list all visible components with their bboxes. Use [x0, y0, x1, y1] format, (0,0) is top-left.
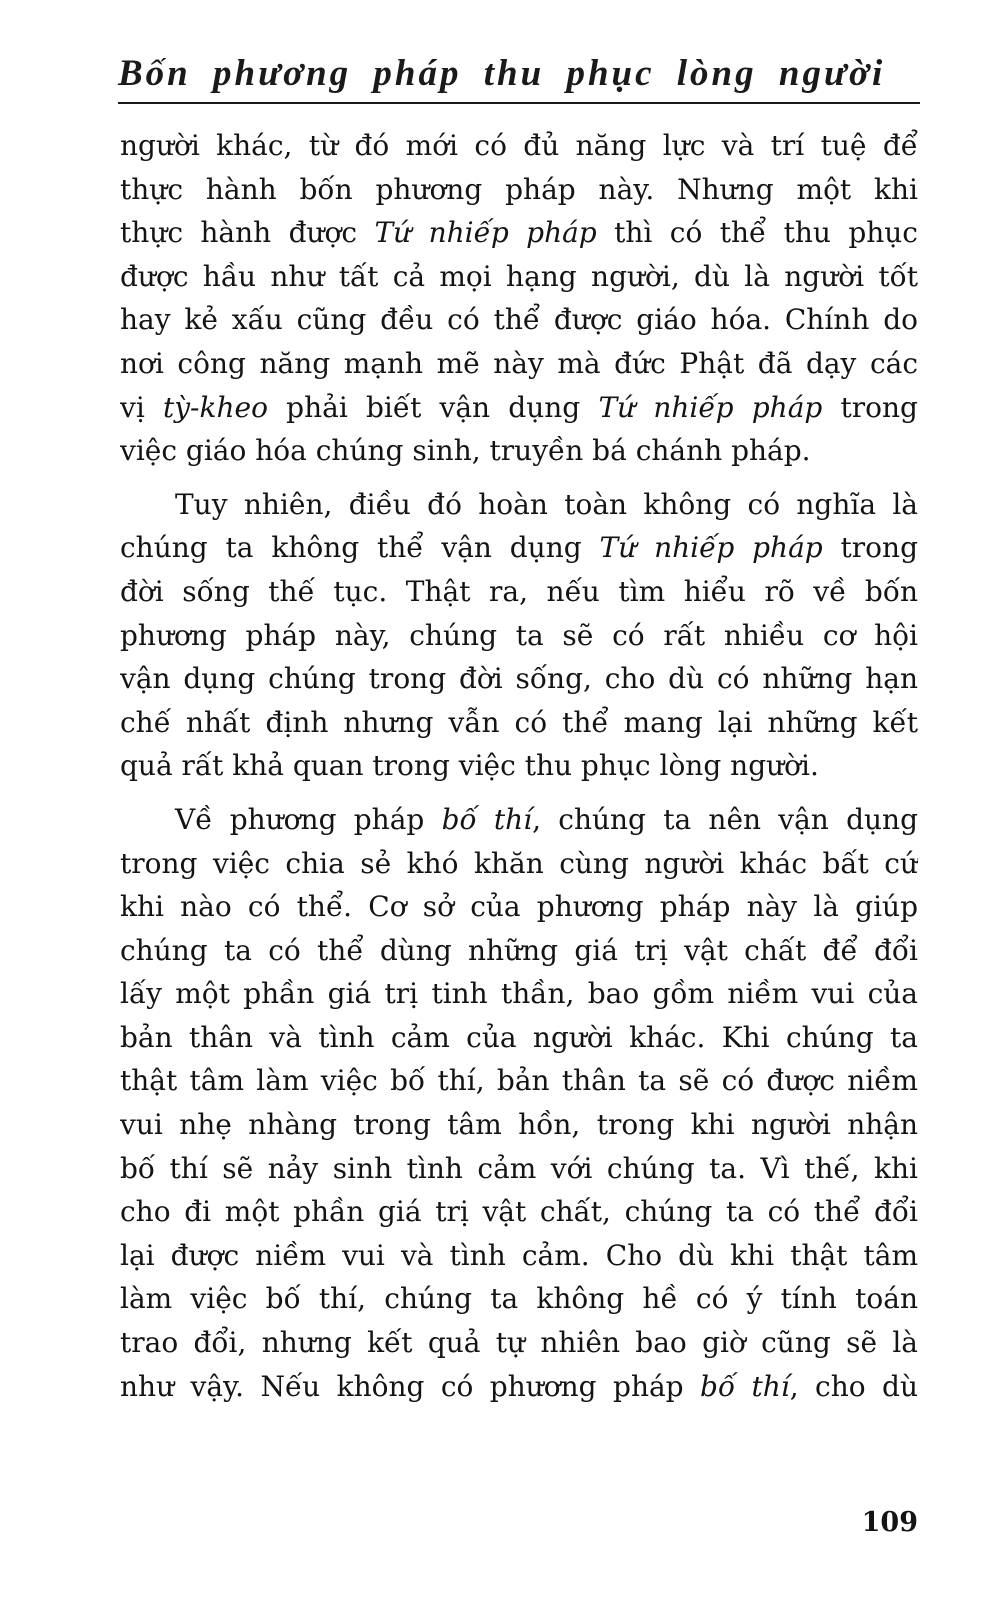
- text-line: được hầu như tất cả mọi hạng người, dù là người tốt: [120, 259, 918, 293]
- paragraph-1: [120, 124, 918, 473]
- text-line: như vậy. Nếu không có phương pháp bố thí, cho dù: [120, 1369, 918, 1403]
- text-line: vui nhẹ nhàng trong tâm hồn, trong khi người nhận: [120, 1108, 918, 1142]
- running-header: Bốn phương pháp thu phục lòng người: [118, 53, 886, 94]
- italic-term: bố thí: [441, 802, 533, 836]
- text-line: vị tỳ-kheo phải biết vận dụng Tứ nhiếp pháp trong: [120, 390, 918, 424]
- text-line: bố thí sẽ nảy sinh tình cảm với chúng ta. Vì thế, khi: [120, 1151, 918, 1185]
- text-line: cho đi một phần giá trị vật chất, chúng ta có thể đổi: [120, 1195, 918, 1229]
- italic-term: Tứ nhiếp pháp: [374, 216, 597, 250]
- text-line: phương pháp này, chúng ta sẽ có rất nhiều cơ hội: [120, 618, 918, 652]
- text-line: chúng ta không thể vận dụng Tứ nhiếp pháp trong: [120, 531, 918, 565]
- text-line: đời sống thế tục. Thật ra, nếu tìm hiểu rõ về bốn: [120, 574, 918, 608]
- text-line: vận dụng chúng trong đời sống, cho dù có những hạn: [120, 662, 918, 696]
- text-line: Về phương pháp bố thí, chúng ta nên vận dụng: [175, 802, 918, 836]
- text-line: khi nào có thể. Cơ sở của phương pháp này là giúp: [120, 890, 918, 924]
- text-line: lấy một phần giá trị tinh thần, bao gồm niềm vui của: [120, 977, 918, 1011]
- page-number: 109: [861, 1507, 918, 1538]
- text-line: hay kẻ xấu cũng đều có thể được giáo hóa. Chính do: [120, 303, 918, 337]
- text-line: thực hành được Tứ nhiếp pháp thì có thể thu phục: [120, 216, 918, 250]
- text-line: trao đổi, nhưng kết quả tự nhiên bao giờ cũng sẽ là: [120, 1326, 918, 1360]
- paragraph-2: [120, 483, 918, 788]
- italic-term: bố thí: [700, 1369, 790, 1403]
- text-line: làm việc bố thí, chúng ta không hề có ý tính toán: [120, 1282, 918, 1316]
- italic-term: tỳ-kheo: [162, 390, 268, 424]
- text-line: lại được niềm vui và tình cảm. Cho dù khi thật tâm: [120, 1238, 918, 1272]
- text-line: nơi công năng mạnh mẽ này mà đức Phật đã dạy các: [120, 346, 918, 380]
- text-line: quả rất khả quan trong việc thu phục lòng người.: [120, 749, 819, 783]
- paragraph-3: [120, 798, 918, 1408]
- text-line: trong việc chia sẻ khó khăn cùng người khác bất cứ: [120, 846, 918, 880]
- body-text: [120, 124, 918, 1408]
- text-line: thực hành bốn phương pháp này. Nhưng một khi: [120, 172, 918, 206]
- text-line: việc giáo hóa chúng sinh, truyền bá chánh pháp.: [120, 434, 811, 468]
- text-line: thật tâm làm việc bố thí, bản thân ta sẽ có được niềm: [120, 1064, 918, 1098]
- paragraph-gap: [120, 473, 918, 483]
- text-line: Tuy nhiên, điều đó hoàn toàn không có nghĩa là: [175, 487, 918, 521]
- italic-term: Tứ nhiếp pháp: [598, 390, 823, 424]
- text-line: bản thân và tình cảm của người khác. Khi chúng ta: [120, 1020, 918, 1054]
- italic-term: Tứ nhiếp pháp: [599, 531, 823, 565]
- text-line: chế nhất định nhưng vẫn có thể mang lại những kết: [120, 705, 918, 739]
- paragraph-gap: [120, 788, 918, 798]
- header-rule: [118, 102, 920, 104]
- text-line: chúng ta có thể dùng những giá trị vật chất để đổi: [120, 933, 918, 967]
- text-line: người khác, từ đó mới có đủ năng lực và trí tuệ để: [120, 129, 918, 162]
